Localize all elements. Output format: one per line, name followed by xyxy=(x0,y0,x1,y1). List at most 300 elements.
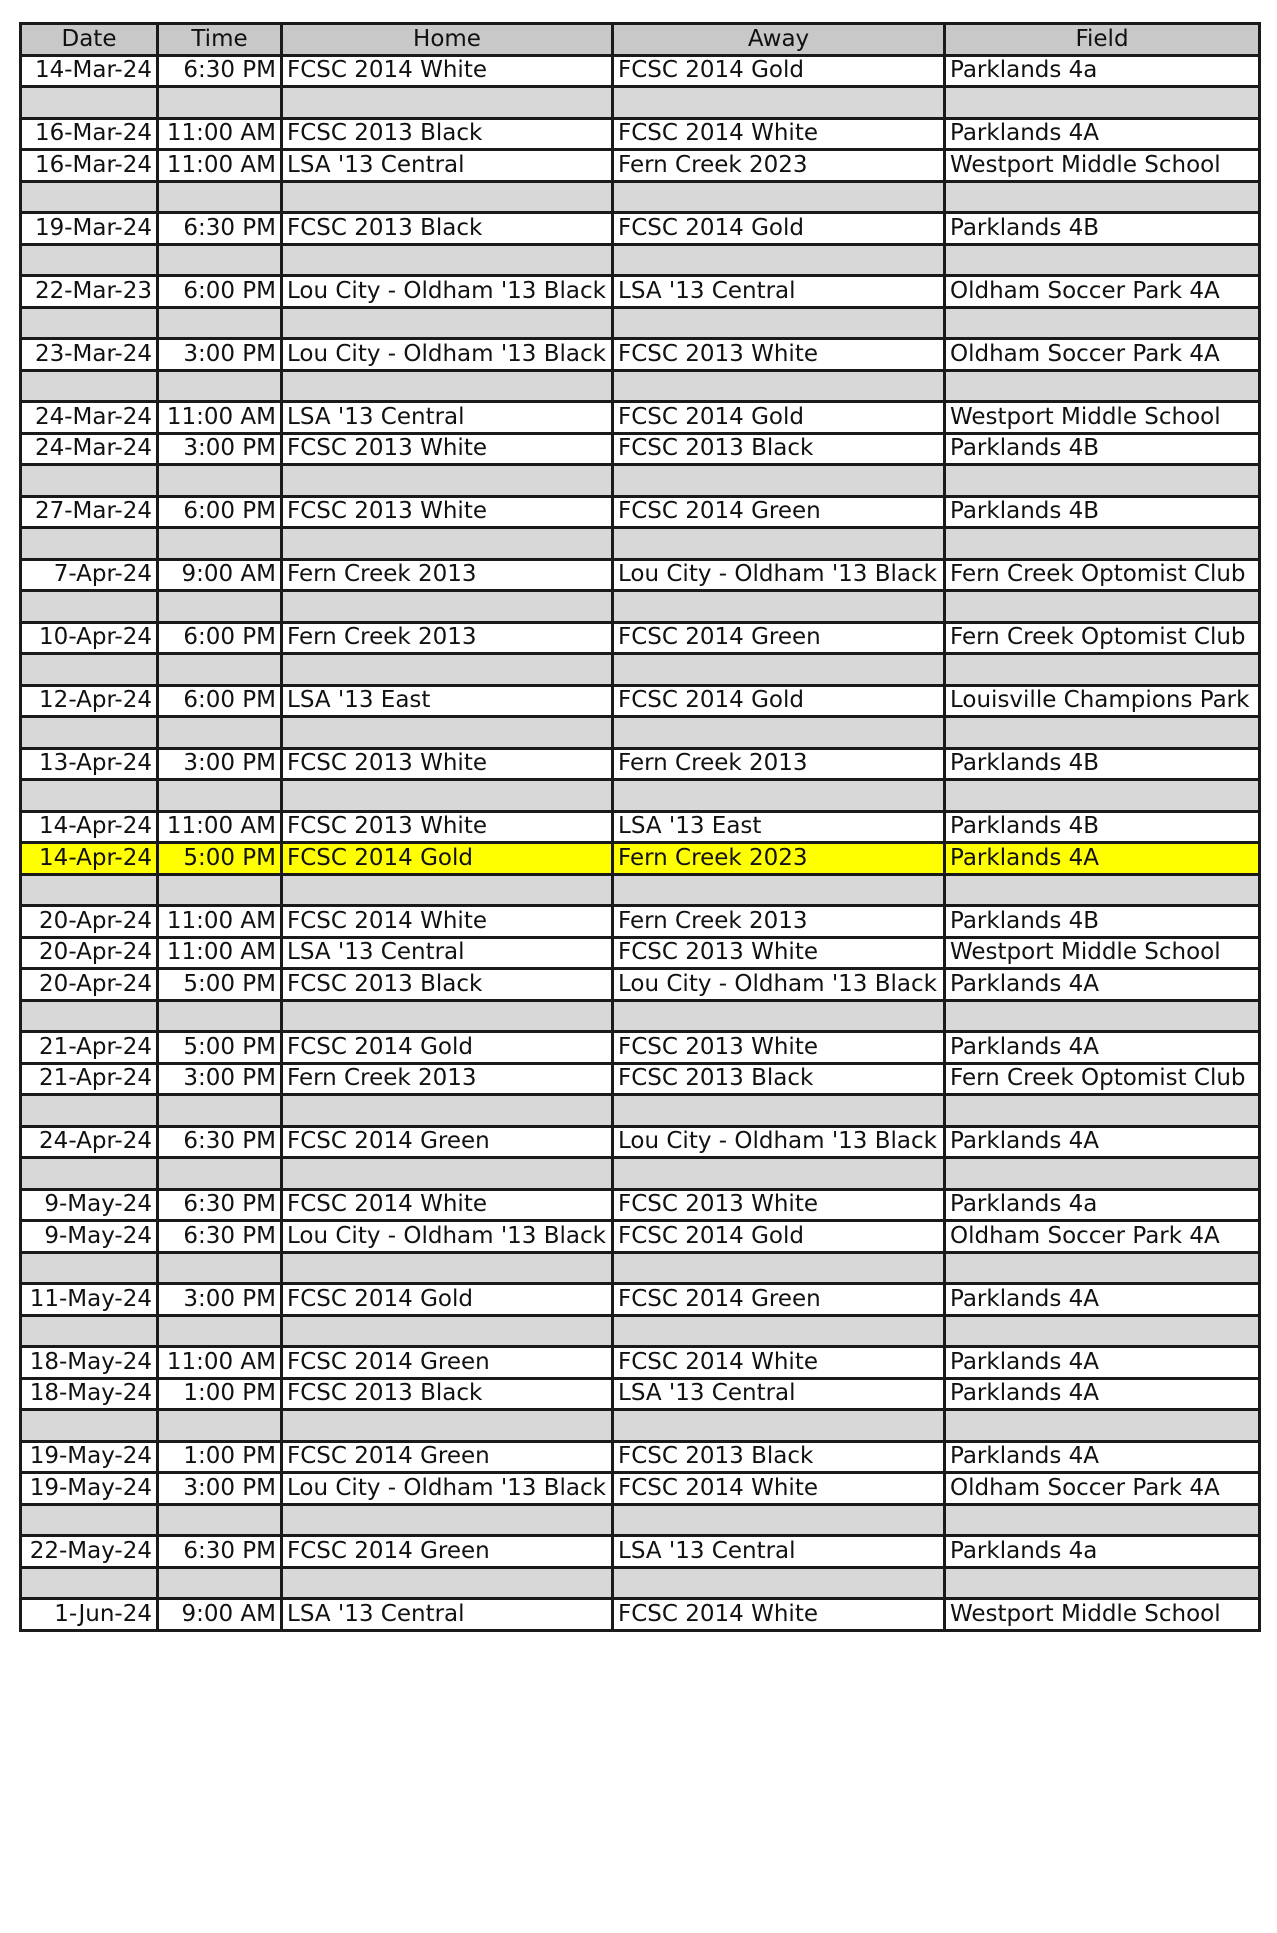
cell-date: 20-Apr-24 xyxy=(21,937,158,969)
cell-away: FCSC 2013 White xyxy=(613,1189,945,1221)
separator-cell xyxy=(21,528,158,560)
separator-cell xyxy=(282,87,613,119)
match-row xyxy=(21,1599,1260,1631)
cell-time: 6:00 PM xyxy=(158,622,282,654)
separator-cell xyxy=(945,591,1260,623)
separator-cell xyxy=(613,1252,945,1284)
cell-away: FCSC 2014 Gold xyxy=(613,213,945,245)
separator-cell xyxy=(158,370,282,402)
header-field: Field xyxy=(945,24,1260,56)
cell-date: 21-Apr-24 xyxy=(21,1032,158,1064)
match-row xyxy=(21,1032,1260,1064)
cell-time: 3:00 PM xyxy=(158,1063,282,1095)
match-row xyxy=(21,433,1260,465)
cell-field: Parklands 4A xyxy=(945,118,1260,150)
cell-field: Parklands 4A xyxy=(945,843,1260,875)
separator-cell xyxy=(282,1410,613,1442)
cell-home: FCSC 2014 Green xyxy=(282,1441,613,1473)
cell-away: FCSC 2014 White xyxy=(613,1473,945,1505)
cell-away: FCSC 2013 Black xyxy=(613,1063,945,1095)
cell-time: 6:00 PM xyxy=(158,685,282,717)
cell-time: 11:00 AM xyxy=(158,1347,282,1379)
separator-cell xyxy=(282,528,613,560)
separator-row xyxy=(21,780,1260,812)
separator-row xyxy=(21,1567,1260,1599)
cell-home: FCSC 2013 White xyxy=(282,433,613,465)
cell-time: 6:30 PM xyxy=(158,55,282,87)
separator-row xyxy=(21,1315,1260,1347)
cell-away: FCSC 2014 Gold xyxy=(613,1221,945,1253)
separator-cell xyxy=(945,87,1260,119)
cell-date: 23-Mar-24 xyxy=(21,339,158,371)
match-row xyxy=(21,213,1260,245)
separator-cell xyxy=(613,1567,945,1599)
separator-row xyxy=(21,717,1260,749)
cell-field: Parklands 4a xyxy=(945,1536,1260,1568)
cell-time: 11:00 AM xyxy=(158,118,282,150)
cell-home: Lou City - Oldham '13 Black xyxy=(282,276,613,308)
cell-time: 3:00 PM xyxy=(158,339,282,371)
separator-cell xyxy=(613,717,945,749)
cell-time: 11:00 AM xyxy=(158,811,282,843)
highlighted-match-row xyxy=(21,843,1260,875)
cell-date: 20-Apr-24 xyxy=(21,969,158,1001)
separator-cell xyxy=(282,874,613,906)
cell-time: 3:00 PM xyxy=(158,748,282,780)
separator-cell xyxy=(21,1000,158,1032)
cell-time: 6:00 PM xyxy=(158,276,282,308)
match-row xyxy=(21,1378,1260,1410)
separator-cell xyxy=(158,307,282,339)
match-row xyxy=(21,339,1260,371)
cell-field: Fern Creek Optomist Club xyxy=(945,622,1260,654)
separator-cell xyxy=(945,717,1260,749)
cell-date: 22-May-24 xyxy=(21,1536,158,1568)
separator-cell xyxy=(158,654,282,686)
separator-row xyxy=(21,244,1260,276)
cell-field: Parklands 4B xyxy=(945,213,1260,245)
separator-cell xyxy=(282,1567,613,1599)
cell-date: 9-May-24 xyxy=(21,1221,158,1253)
cell-time: 11:00 AM xyxy=(158,937,282,969)
cell-away: FCSC 2013 White xyxy=(613,339,945,371)
separator-cell xyxy=(158,1315,282,1347)
separator-cell xyxy=(158,181,282,213)
separator-cell xyxy=(158,244,282,276)
separator-cell xyxy=(613,780,945,812)
cell-time: 5:00 PM xyxy=(158,843,282,875)
separator-cell xyxy=(21,874,158,906)
separator-cell xyxy=(613,1410,945,1442)
match-row xyxy=(21,1126,1260,1158)
cell-away: FCSC 2014 White xyxy=(613,1599,945,1631)
separator-cell xyxy=(282,465,613,497)
separator-cell xyxy=(21,87,158,119)
separator-cell xyxy=(21,1252,158,1284)
cell-home: Lou City - Oldham '13 Black xyxy=(282,1473,613,1505)
cell-time: 6:30 PM xyxy=(158,213,282,245)
separator-cell xyxy=(613,1504,945,1536)
match-row xyxy=(21,969,1260,1001)
separator-cell xyxy=(21,591,158,623)
cell-time: 11:00 AM xyxy=(158,150,282,182)
cell-date: 14-Mar-24 xyxy=(21,55,158,87)
match-row xyxy=(21,748,1260,780)
separator-cell xyxy=(21,465,158,497)
cell-away: FCSC 2013 White xyxy=(613,937,945,969)
separator-cell xyxy=(21,1504,158,1536)
cell-field: Fern Creek Optomist Club xyxy=(945,559,1260,591)
cell-home: FCSC 2014 Green xyxy=(282,1126,613,1158)
cell-away: FCSC 2013 White xyxy=(613,1032,945,1064)
cell-away: FCSC 2013 Black xyxy=(613,1441,945,1473)
cell-field: Oldham Soccer Park 4A xyxy=(945,276,1260,308)
separator-cell xyxy=(21,370,158,402)
separator-cell xyxy=(945,1095,1260,1127)
cell-field: Parklands 4A xyxy=(945,969,1260,1001)
cell-away: LSA '13 Central xyxy=(613,1536,945,1568)
header-date: Date xyxy=(21,24,158,56)
cell-away: LSA '13 East xyxy=(613,811,945,843)
separator-cell xyxy=(613,370,945,402)
separator-cell xyxy=(613,87,945,119)
separator-cell xyxy=(158,1504,282,1536)
separator-cell xyxy=(282,1504,613,1536)
cell-time: 6:30 PM xyxy=(158,1221,282,1253)
cell-home: LSA '13 East xyxy=(282,685,613,717)
cell-away: FCSC 2014 Gold xyxy=(613,685,945,717)
cell-date: 16-Mar-24 xyxy=(21,118,158,150)
separator-cell xyxy=(282,244,613,276)
cell-home: LSA '13 Central xyxy=(282,150,613,182)
cell-home: FCSC 2013 White xyxy=(282,496,613,528)
separator-cell xyxy=(158,874,282,906)
match-row xyxy=(21,1189,1260,1221)
cell-date: 22-Mar-23 xyxy=(21,276,158,308)
match-row xyxy=(21,811,1260,843)
separator-row xyxy=(21,1410,1260,1442)
separator-cell xyxy=(945,654,1260,686)
cell-field: Westport Middle School xyxy=(945,937,1260,969)
separator-row xyxy=(21,370,1260,402)
match-row xyxy=(21,1473,1260,1505)
separator-cell xyxy=(282,1315,613,1347)
cell-time: 5:00 PM xyxy=(158,969,282,1001)
separator-cell xyxy=(945,1000,1260,1032)
schedule-body xyxy=(21,55,1260,1630)
separator-cell xyxy=(158,1567,282,1599)
separator-cell xyxy=(945,1315,1260,1347)
cell-field: Parklands 4B xyxy=(945,496,1260,528)
separator-cell xyxy=(282,1158,613,1190)
cell-home: Lou City - Oldham '13 Black xyxy=(282,339,613,371)
separator-cell xyxy=(21,717,158,749)
cell-date: 19-May-24 xyxy=(21,1473,158,1505)
match-row xyxy=(21,118,1260,150)
separator-cell xyxy=(613,1095,945,1127)
match-row xyxy=(21,55,1260,87)
separator-cell xyxy=(613,654,945,686)
cell-field: Parklands 4B xyxy=(945,433,1260,465)
match-row xyxy=(21,622,1260,654)
cell-time: 6:00 PM xyxy=(158,496,282,528)
match-row xyxy=(21,937,1260,969)
cell-away: Lou City - Oldham '13 Black xyxy=(613,1126,945,1158)
header-time: Time xyxy=(158,24,282,56)
cell-away: LSA '13 Central xyxy=(613,1378,945,1410)
cell-date: 27-Mar-24 xyxy=(21,496,158,528)
cell-time: 9:00 AM xyxy=(158,1599,282,1631)
cell-home: Fern Creek 2013 xyxy=(282,622,613,654)
cell-home: FCSC 2014 White xyxy=(282,906,613,938)
separator-row xyxy=(21,307,1260,339)
separator-cell xyxy=(945,244,1260,276)
match-row xyxy=(21,1347,1260,1379)
separator-cell xyxy=(158,87,282,119)
cell-time: 5:00 PM xyxy=(158,1032,282,1064)
cell-home: LSA '13 Central xyxy=(282,1599,613,1631)
cell-date: 11-May-24 xyxy=(21,1284,158,1316)
cell-date: 19-May-24 xyxy=(21,1441,158,1473)
separator-cell xyxy=(945,181,1260,213)
cell-field: Parklands 4B xyxy=(945,748,1260,780)
separator-row xyxy=(21,1095,1260,1127)
separator-cell xyxy=(21,181,158,213)
match-row xyxy=(21,496,1260,528)
cell-home: FCSC 2014 Green xyxy=(282,1347,613,1379)
separator-cell xyxy=(158,1095,282,1127)
separator-row xyxy=(21,1252,1260,1284)
cell-field: Westport Middle School xyxy=(945,402,1260,434)
separator-cell xyxy=(945,1158,1260,1190)
cell-home: FCSC 2013 Black xyxy=(282,118,613,150)
cell-time: 3:00 PM xyxy=(158,1473,282,1505)
schedule-table xyxy=(19,22,1261,1632)
cell-away: Fern Creek 2013 xyxy=(613,906,945,938)
cell-field: Parklands 4A xyxy=(945,1378,1260,1410)
separator-cell xyxy=(613,307,945,339)
separator-cell xyxy=(21,1567,158,1599)
separator-cell xyxy=(158,1000,282,1032)
separator-cell xyxy=(21,307,158,339)
header-away: Away xyxy=(613,24,945,56)
cell-date: 19-Mar-24 xyxy=(21,213,158,245)
separator-cell xyxy=(945,780,1260,812)
cell-field: Oldham Soccer Park 4A xyxy=(945,339,1260,371)
separator-row xyxy=(21,1000,1260,1032)
separator-cell xyxy=(21,654,158,686)
separator-cell xyxy=(945,1252,1260,1284)
separator-cell xyxy=(282,1252,613,1284)
cell-time: 1:00 PM xyxy=(158,1441,282,1473)
cell-home: FCSC 2014 Gold xyxy=(282,843,613,875)
cell-home: FCSC 2014 White xyxy=(282,55,613,87)
separator-cell xyxy=(945,528,1260,560)
match-row xyxy=(21,1221,1260,1253)
cell-time: 1:00 PM xyxy=(158,1378,282,1410)
separator-cell xyxy=(613,528,945,560)
cell-field: Parklands 4A xyxy=(945,1032,1260,1064)
cell-date: 10-Apr-24 xyxy=(21,622,158,654)
separator-row xyxy=(21,465,1260,497)
separator-cell xyxy=(282,591,613,623)
cell-date: 18-May-24 xyxy=(21,1347,158,1379)
cell-away: FCSC 2014 Green xyxy=(613,496,945,528)
separator-cell xyxy=(282,717,613,749)
separator-cell xyxy=(945,1504,1260,1536)
separator-cell xyxy=(613,1158,945,1190)
cell-field: Parklands 4a xyxy=(945,1189,1260,1221)
cell-date: 13-Apr-24 xyxy=(21,748,158,780)
cell-field: Westport Middle School xyxy=(945,1599,1260,1631)
cell-date: 24-Mar-24 xyxy=(21,402,158,434)
separator-row xyxy=(21,181,1260,213)
separator-cell xyxy=(158,780,282,812)
cell-away: LSA '13 Central xyxy=(613,276,945,308)
cell-away: FCSC 2014 Gold xyxy=(613,402,945,434)
match-row xyxy=(21,150,1260,182)
cell-time: 6:30 PM xyxy=(158,1536,282,1568)
cell-home: FCSC 2013 Black xyxy=(282,213,613,245)
cell-time: 11:00 AM xyxy=(158,402,282,434)
cell-time: 6:30 PM xyxy=(158,1126,282,1158)
separator-cell xyxy=(613,1000,945,1032)
match-row xyxy=(21,1284,1260,1316)
cell-away: Lou City - Oldham '13 Black xyxy=(613,559,945,591)
cell-away: Lou City - Oldham '13 Black xyxy=(613,969,945,1001)
separator-cell xyxy=(21,1315,158,1347)
separator-row xyxy=(21,591,1260,623)
cell-date: 12-Apr-24 xyxy=(21,685,158,717)
header-row xyxy=(21,24,1260,56)
cell-time: 3:00 PM xyxy=(158,433,282,465)
separator-cell xyxy=(282,780,613,812)
cell-home: LSA '13 Central xyxy=(282,937,613,969)
match-row xyxy=(21,906,1260,938)
cell-date: 14-Apr-24 xyxy=(21,843,158,875)
cell-away: Fern Creek 2023 xyxy=(613,843,945,875)
cell-home: LSA '13 Central xyxy=(282,402,613,434)
cell-date: 1-Jun-24 xyxy=(21,1599,158,1631)
separator-cell xyxy=(282,181,613,213)
cell-date: 7-Apr-24 xyxy=(21,559,158,591)
cell-date: 24-Apr-24 xyxy=(21,1126,158,1158)
separator-cell xyxy=(21,244,158,276)
separator-cell xyxy=(21,1158,158,1190)
cell-away: FCSC 2013 Black xyxy=(613,433,945,465)
cell-home: FCSC 2013 Black xyxy=(282,1378,613,1410)
cell-home: Fern Creek 2013 xyxy=(282,1063,613,1095)
separator-cell xyxy=(613,591,945,623)
separator-row xyxy=(21,874,1260,906)
cell-away: FCSC 2014 Green xyxy=(613,622,945,654)
cell-away: FCSC 2014 Gold xyxy=(613,55,945,87)
separator-cell xyxy=(613,181,945,213)
cell-date: 21-Apr-24 xyxy=(21,1063,158,1095)
cell-home: Lou City - Oldham '13 Black xyxy=(282,1221,613,1253)
cell-field: Fern Creek Optomist Club xyxy=(945,1063,1260,1095)
match-row xyxy=(21,402,1260,434)
match-row xyxy=(21,559,1260,591)
match-row xyxy=(21,1441,1260,1473)
match-row xyxy=(21,685,1260,717)
separator-row xyxy=(21,87,1260,119)
separator-cell xyxy=(613,465,945,497)
cell-away: Fern Creek 2013 xyxy=(613,748,945,780)
cell-date: 24-Mar-24 xyxy=(21,433,158,465)
separator-cell xyxy=(282,307,613,339)
cell-time: 11:00 AM xyxy=(158,906,282,938)
cell-date: 9-May-24 xyxy=(21,1189,158,1221)
cell-home: FCSC 2014 Gold xyxy=(282,1032,613,1064)
cell-home: FCSC 2014 White xyxy=(282,1189,613,1221)
separator-cell xyxy=(613,874,945,906)
cell-field: Westport Middle School xyxy=(945,150,1260,182)
cell-home: FCSC 2013 Black xyxy=(282,969,613,1001)
cell-field: Parklands 4B xyxy=(945,811,1260,843)
cell-date: 14-Apr-24 xyxy=(21,811,158,843)
cell-home: FCSC 2014 Green xyxy=(282,1536,613,1568)
separator-cell xyxy=(158,1158,282,1190)
match-row xyxy=(21,276,1260,308)
cell-field: Parklands 4A xyxy=(945,1126,1260,1158)
cell-home: FCSC 2013 White xyxy=(282,748,613,780)
separator-cell xyxy=(945,874,1260,906)
cell-away: Fern Creek 2023 xyxy=(613,150,945,182)
cell-away: FCSC 2014 Green xyxy=(613,1284,945,1316)
header-home: Home xyxy=(282,24,613,56)
separator-row xyxy=(21,1504,1260,1536)
separator-cell xyxy=(945,1567,1260,1599)
cell-home: FCSC 2013 White xyxy=(282,811,613,843)
cell-field: Oldham Soccer Park 4A xyxy=(945,1473,1260,1505)
separator-cell xyxy=(945,307,1260,339)
cell-field: Parklands 4A xyxy=(945,1347,1260,1379)
cell-date: 20-Apr-24 xyxy=(21,906,158,938)
separator-row xyxy=(21,654,1260,686)
separator-cell xyxy=(21,1410,158,1442)
separator-cell xyxy=(945,465,1260,497)
separator-cell xyxy=(282,1095,613,1127)
match-row xyxy=(21,1063,1260,1095)
cell-date: 16-Mar-24 xyxy=(21,150,158,182)
separator-cell xyxy=(158,465,282,497)
separator-cell xyxy=(21,780,158,812)
separator-cell xyxy=(945,370,1260,402)
cell-home: Fern Creek 2013 xyxy=(282,559,613,591)
separator-row xyxy=(21,528,1260,560)
separator-cell xyxy=(158,1410,282,1442)
cell-time: 6:30 PM xyxy=(158,1189,282,1221)
cell-field: Oldham Soccer Park 4A xyxy=(945,1221,1260,1253)
cell-away: FCSC 2014 White xyxy=(613,118,945,150)
cell-away: FCSC 2014 White xyxy=(613,1347,945,1379)
separator-cell xyxy=(613,1315,945,1347)
cell-time: 3:00 PM xyxy=(158,1284,282,1316)
cell-date: 18-May-24 xyxy=(21,1378,158,1410)
separator-cell xyxy=(613,244,945,276)
separator-cell xyxy=(282,654,613,686)
separator-cell xyxy=(158,591,282,623)
separator-cell xyxy=(21,1095,158,1127)
cell-field: Parklands 4A xyxy=(945,1441,1260,1473)
separator-cell xyxy=(158,717,282,749)
separator-cell xyxy=(158,528,282,560)
cell-field: Parklands 4B xyxy=(945,906,1260,938)
cell-time: 9:00 AM xyxy=(158,559,282,591)
cell-field: Parklands 4A xyxy=(945,1284,1260,1316)
separator-cell xyxy=(282,370,613,402)
